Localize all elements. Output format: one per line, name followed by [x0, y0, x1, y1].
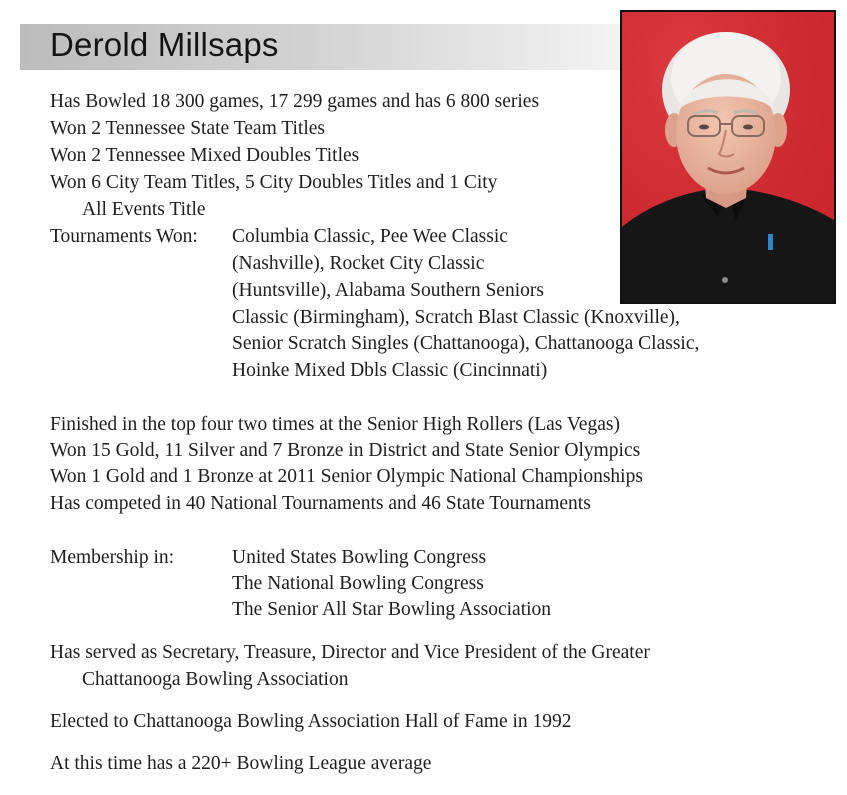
page-title: Derold Millsaps	[50, 26, 279, 63]
membership-item: The National Bowling Congress	[232, 573, 484, 594]
achievement-city-titles-cont: All Events Title	[82, 199, 206, 220]
achievement-national-championships: Won 1 Gold and 1 Bronze at 2011 Senior Olympic National Championships	[50, 466, 643, 487]
hall-of-fame: Elected to Chattanooga Bowling Association Hall of Fame in 1992	[50, 711, 572, 732]
tournament-line: (Nashville), Rocket City Classic	[232, 253, 485, 274]
tournament-line: Senior Scratch Singles (Chattanooga), Chattanooga Classic,	[232, 333, 700, 354]
achievement-city-titles: Won 6 City Team Titles, 5 City Doubles Titles and 1 City	[50, 172, 498, 193]
portrait-illustration	[622, 12, 834, 302]
title-bar	[20, 24, 620, 70]
membership-item: United States Bowling Congress	[232, 547, 487, 568]
achievement-high-rollers: Finished in the top four two times at the Senior High Rollers (Las Vegas)	[50, 414, 620, 435]
achievement-tournaments-competed: Has competed in 40 National Tournaments and 46 State Tournaments	[50, 493, 591, 514]
achievement-state-team: Won 2 Tennessee State Team Titles	[50, 118, 325, 139]
service-line: Has served as Secretary, Treasure, Director and Vice President of the Greater	[50, 642, 650, 663]
membership-item: The Senior All Star Bowling Association	[232, 599, 552, 620]
tournament-line: Hoinke Mixed Dbls Classic (Cincinnati)	[232, 360, 548, 381]
tournament-line: Columbia Classic, Pee Wee Classic	[232, 226, 508, 247]
membership-label: Membership in:	[50, 547, 175, 568]
portrait-photo	[620, 10, 836, 304]
tournaments-label: Tournaments Won:	[50, 226, 198, 247]
tournament-line: Classic (Birmingham), Scratch Blast Classic (Knoxville),	[232, 307, 680, 328]
achievement-mixed-doubles: Won 2 Tennessee Mixed Doubles Titles	[50, 145, 360, 166]
achievement-games: Has Bowled 18 300 games, 17 299 games and has 6 800 series	[50, 91, 540, 112]
tournament-line: (Huntsville), Alabama Southern Seniors	[232, 280, 544, 301]
service-line-cont: Chattanooga Bowling Association	[82, 669, 349, 690]
league-average: At this time has a 220+ Bowling League average	[50, 753, 432, 774]
achievement-senior-olympics: Won 15 Gold, 11 Silver and 7 Bronze in District and State Senior Olympics	[50, 440, 641, 461]
